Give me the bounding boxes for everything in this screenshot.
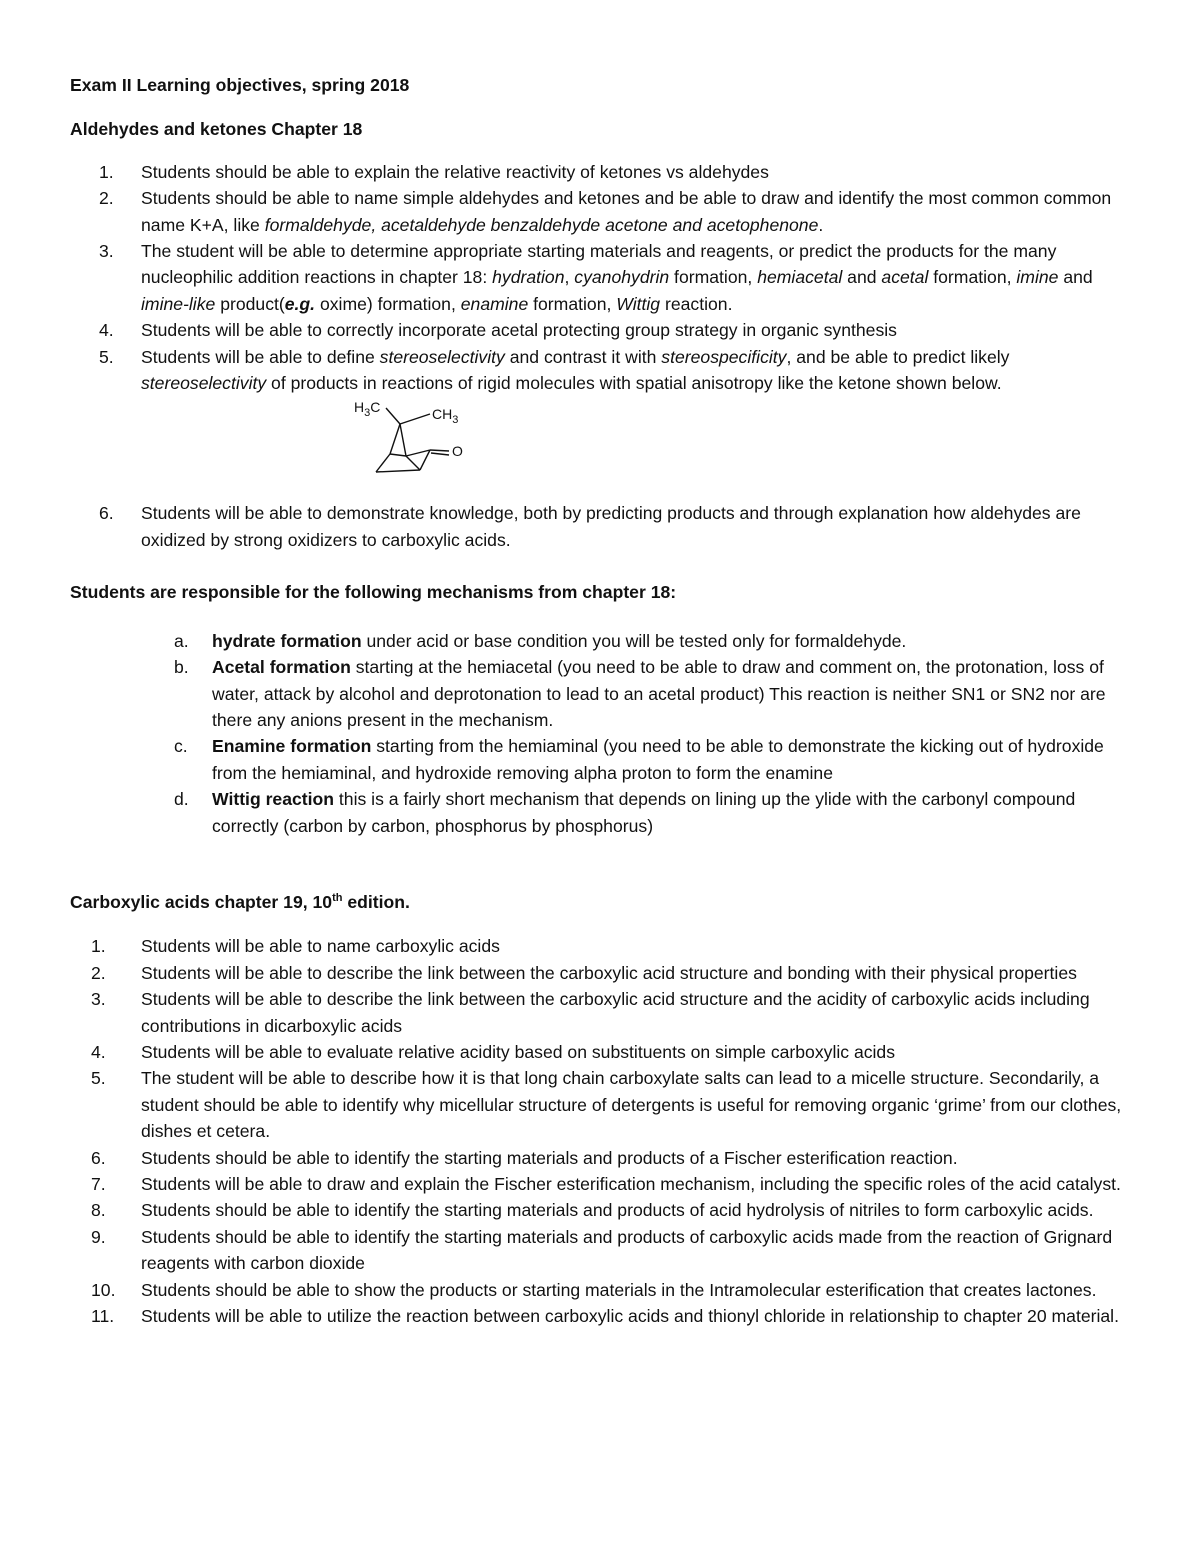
heading-superscript: th (332, 892, 343, 905)
methyl-label-right: $CH_3$ (432, 406, 459, 427)
item-text: under acid or base condition you will be tested only for formaldehyde. (361, 630, 907, 651)
aldehyde-objectives-list (70, 159, 1132, 397)
item-text: formation, (928, 267, 1017, 288)
item-text: and (1058, 267, 1093, 288)
bond (406, 456, 420, 470)
camphor-structure-diagram (346, 398, 486, 492)
item-number: 1. (91, 936, 106, 957)
list-item (70, 1303, 1132, 1329)
bond (390, 454, 406, 456)
bond (430, 450, 449, 451)
item-number: 4. (91, 1041, 106, 1062)
item-number: 1. (99, 161, 114, 182)
page-title: Exam II Learning objectives, spring 2018 (70, 75, 410, 95)
item-number: 9. (91, 1226, 106, 1247)
bond (400, 424, 406, 456)
list-item (70, 344, 1132, 397)
item-text: Students should be able to identify the starting materials and products of a Fischer esterification reaction. (141, 1147, 958, 1168)
item-text-italic: formaldehyde, acetaldehyde benzaldehyde acetone and acetophenone (264, 214, 819, 235)
item-text: and contrast it with (504, 346, 662, 367)
list-item (70, 733, 1132, 786)
list-item (70, 159, 1132, 185)
item-text: Students will be able to correctly incorporate acetal protecting group strategy in organic synthesis (141, 320, 897, 341)
item-number: 6. (99, 503, 114, 524)
item-number: 3. (91, 989, 106, 1010)
item-text: Students should be able to name simple aldehydes and ketones and be able to draw and identify the most common common name K+A, like (141, 188, 1112, 235)
mechanisms-list (70, 628, 1132, 839)
item-text: Students will be able to describe the link between the carboxylic acid structure and bonding with their physical properties (141, 962, 1077, 983)
item-text-italic: enamine (460, 293, 529, 314)
item-number: 2. (91, 962, 106, 983)
item-letter: b. (174, 657, 189, 678)
item-text: . (818, 214, 824, 235)
item-text: reaction. (660, 293, 733, 314)
item-letter: a. (174, 630, 189, 651)
item-text: and (842, 267, 882, 288)
item-text-italic: Wittig (616, 293, 661, 314)
document-content (70, 72, 1132, 1329)
item-number: 8. (91, 1200, 106, 1221)
item-text: Students will be able to describe the link between the carboxylic acid structure and the acidity of carboxylic acids including contributions in dicarboxylic acids (141, 989, 1090, 1036)
item-text-italic: hemiacetal (757, 267, 843, 288)
list-item (70, 933, 1132, 959)
item-number: 4. (99, 320, 114, 341)
item-number: 2. (99, 188, 114, 209)
item-bold-text: Enamine formation (212, 736, 372, 757)
bond (406, 450, 430, 456)
list-item (70, 238, 1132, 317)
item-text: Students will be able to draw and explain the Fischer esterification mechanism, including the specific roles of the acid catalyst. (141, 1174, 1121, 1194)
list-item (70, 185, 1132, 238)
carboxylic-objectives-list (70, 933, 1132, 1329)
item-text: this is a fairly short mechanism that depends on lining up the ylide with the carbonyl compound correctly (carbon by carbon, phosphorus by phosphorus) (212, 789, 1076, 836)
item-text: of products in reactions of rigid molecules with spatial anisotropy like the ketone shown below. (266, 373, 1002, 394)
list-item (70, 317, 1132, 343)
section-heading-carboxylic (70, 889, 1132, 915)
item-text: , and be able to predict likely (786, 346, 1010, 367)
list-item (70, 1277, 1132, 1303)
item-number: 5. (91, 1068, 106, 1089)
list-item (70, 654, 1132, 733)
item-text: starting from the hemiaminal (you need to be able to demonstrate the kicking out of hydroxide from the hemiaminal, and hydroxide removing alpha proton to form the enamine (212, 736, 1104, 783)
item-text: Students will be able to demonstrate knowledge, both by predicting products and through explanation how aldehydes are oxidized by strong oxidizers to carboxylic acids. (141, 503, 1081, 550)
item-text: Students will be able to define (141, 346, 380, 367)
section-heading-aldehydes: Aldehydes and ketones Chapter 18 (70, 119, 363, 140)
bond (386, 408, 400, 424)
aldehyde-objectives-list-continued (70, 500, 1132, 553)
bond (390, 424, 400, 454)
mechanisms-heading: Students are responsible for the following mechanisms from chapter 18: (70, 582, 677, 603)
list-item (70, 986, 1132, 1039)
item-text: Students will be able to evaluate relative acidity based on substituents on simple carboxylic acids (141, 1041, 896, 1062)
item-text: Students should be able to show the products or starting materials in the Intramolecular esterification that creates lactones. (141, 1279, 1097, 1300)
item-text-italic: stereoselectivity (379, 346, 505, 367)
list-item (70, 960, 1132, 986)
item-number: 3. (99, 241, 114, 262)
bond (376, 454, 390, 472)
bond (431, 453, 449, 455)
item-text: , (564, 267, 575, 288)
item-text: Students should be able to explain the relative reactivity of ketones vs aldehydes (141, 161, 769, 182)
item-text-italic: stereospecificity (661, 346, 787, 367)
item-text-italic: e.g. (284, 293, 316, 314)
methyl-label-left: $H_3C$ (354, 399, 381, 420)
item-number: 11. (91, 1306, 115, 1327)
item-number: 6. (91, 1147, 106, 1168)
item-text: oxime) formation, (315, 293, 461, 314)
list-item (70, 1197, 1132, 1223)
bond (376, 470, 420, 472)
list-item (70, 500, 1132, 553)
item-bold-text: Acetal formation (212, 657, 351, 678)
oxygen-label: O (452, 443, 463, 460)
list-item (70, 1145, 1132, 1171)
item-text-italic: stereoselectivity (141, 373, 267, 394)
list-item (70, 1039, 1132, 1065)
list-item (70, 1065, 1132, 1144)
item-number: 5. (99, 346, 114, 367)
item-bold-text: Wittig reaction (212, 789, 335, 810)
item-text: Students will be able to name carboxylic acids (141, 936, 500, 957)
item-text: product( (215, 293, 285, 314)
item-text: formation, (528, 293, 617, 314)
item-text-italic: acetal (881, 267, 929, 288)
list-item (70, 628, 1132, 654)
heading-text: Carboxylic acids chapter 19, 10 (70, 891, 333, 912)
list-item (70, 786, 1132, 839)
item-text: formation, (669, 267, 758, 288)
item-text: Students will be able to utilize the reaction between carboxylic acids and thionyl chloride in relationship to chapter 20 material. (141, 1306, 1119, 1327)
item-number: 7. (91, 1174, 106, 1194)
bond (400, 414, 430, 424)
list-item (70, 1224, 1132, 1277)
item-letter: c. (174, 736, 188, 757)
bond (420, 450, 430, 470)
item-text: The student will be able to determine appropriate starting materials and reagents, or predict the products for the many nucleophilic addition reactions in chapter 18: (141, 241, 1057, 288)
item-text-italic: imine-like (141, 293, 216, 314)
camphor-molecule-figure (70, 398, 1132, 492)
item-letter: d. (174, 789, 189, 810)
item-bold-text: hydrate formation (212, 630, 362, 651)
item-text: starting at the hemiacetal (you need to be able to draw and comment on, the protonation, loss of water, attack by alcohol and deprotonation to lead to an acetal product) This reaction is neither SN1 or SN2 nor are there any anions present in the mechanism. (212, 657, 1106, 730)
item-text-italic: imine (1016, 267, 1059, 288)
item-text: Students should be able to identify the starting materials and products of acid hydrolysis of nitriles to form carboxylic acids. (141, 1200, 1094, 1221)
item-number: 10. (91, 1279, 116, 1300)
item-text-italic: cyanohydrin (574, 267, 670, 288)
item-text: The student will be able to describe how it is that long chain carboxylate salts can lead to a micelle structure. Secondarily, a student should be able to identify why micellular structure of detergents is useful for removing organic ‘grime’ from our clothes, dishes et cetera. (141, 1068, 1122, 1142)
item-text: Students should be able to identify the starting materials and products of carboxylic acids made from the reaction of Grignard reagents with carbon dioxide (141, 1226, 1113, 1274)
item-text-italic: hydration (492, 267, 565, 288)
heading-text: edition. (342, 891, 410, 912)
list-item (70, 1171, 1132, 1197)
